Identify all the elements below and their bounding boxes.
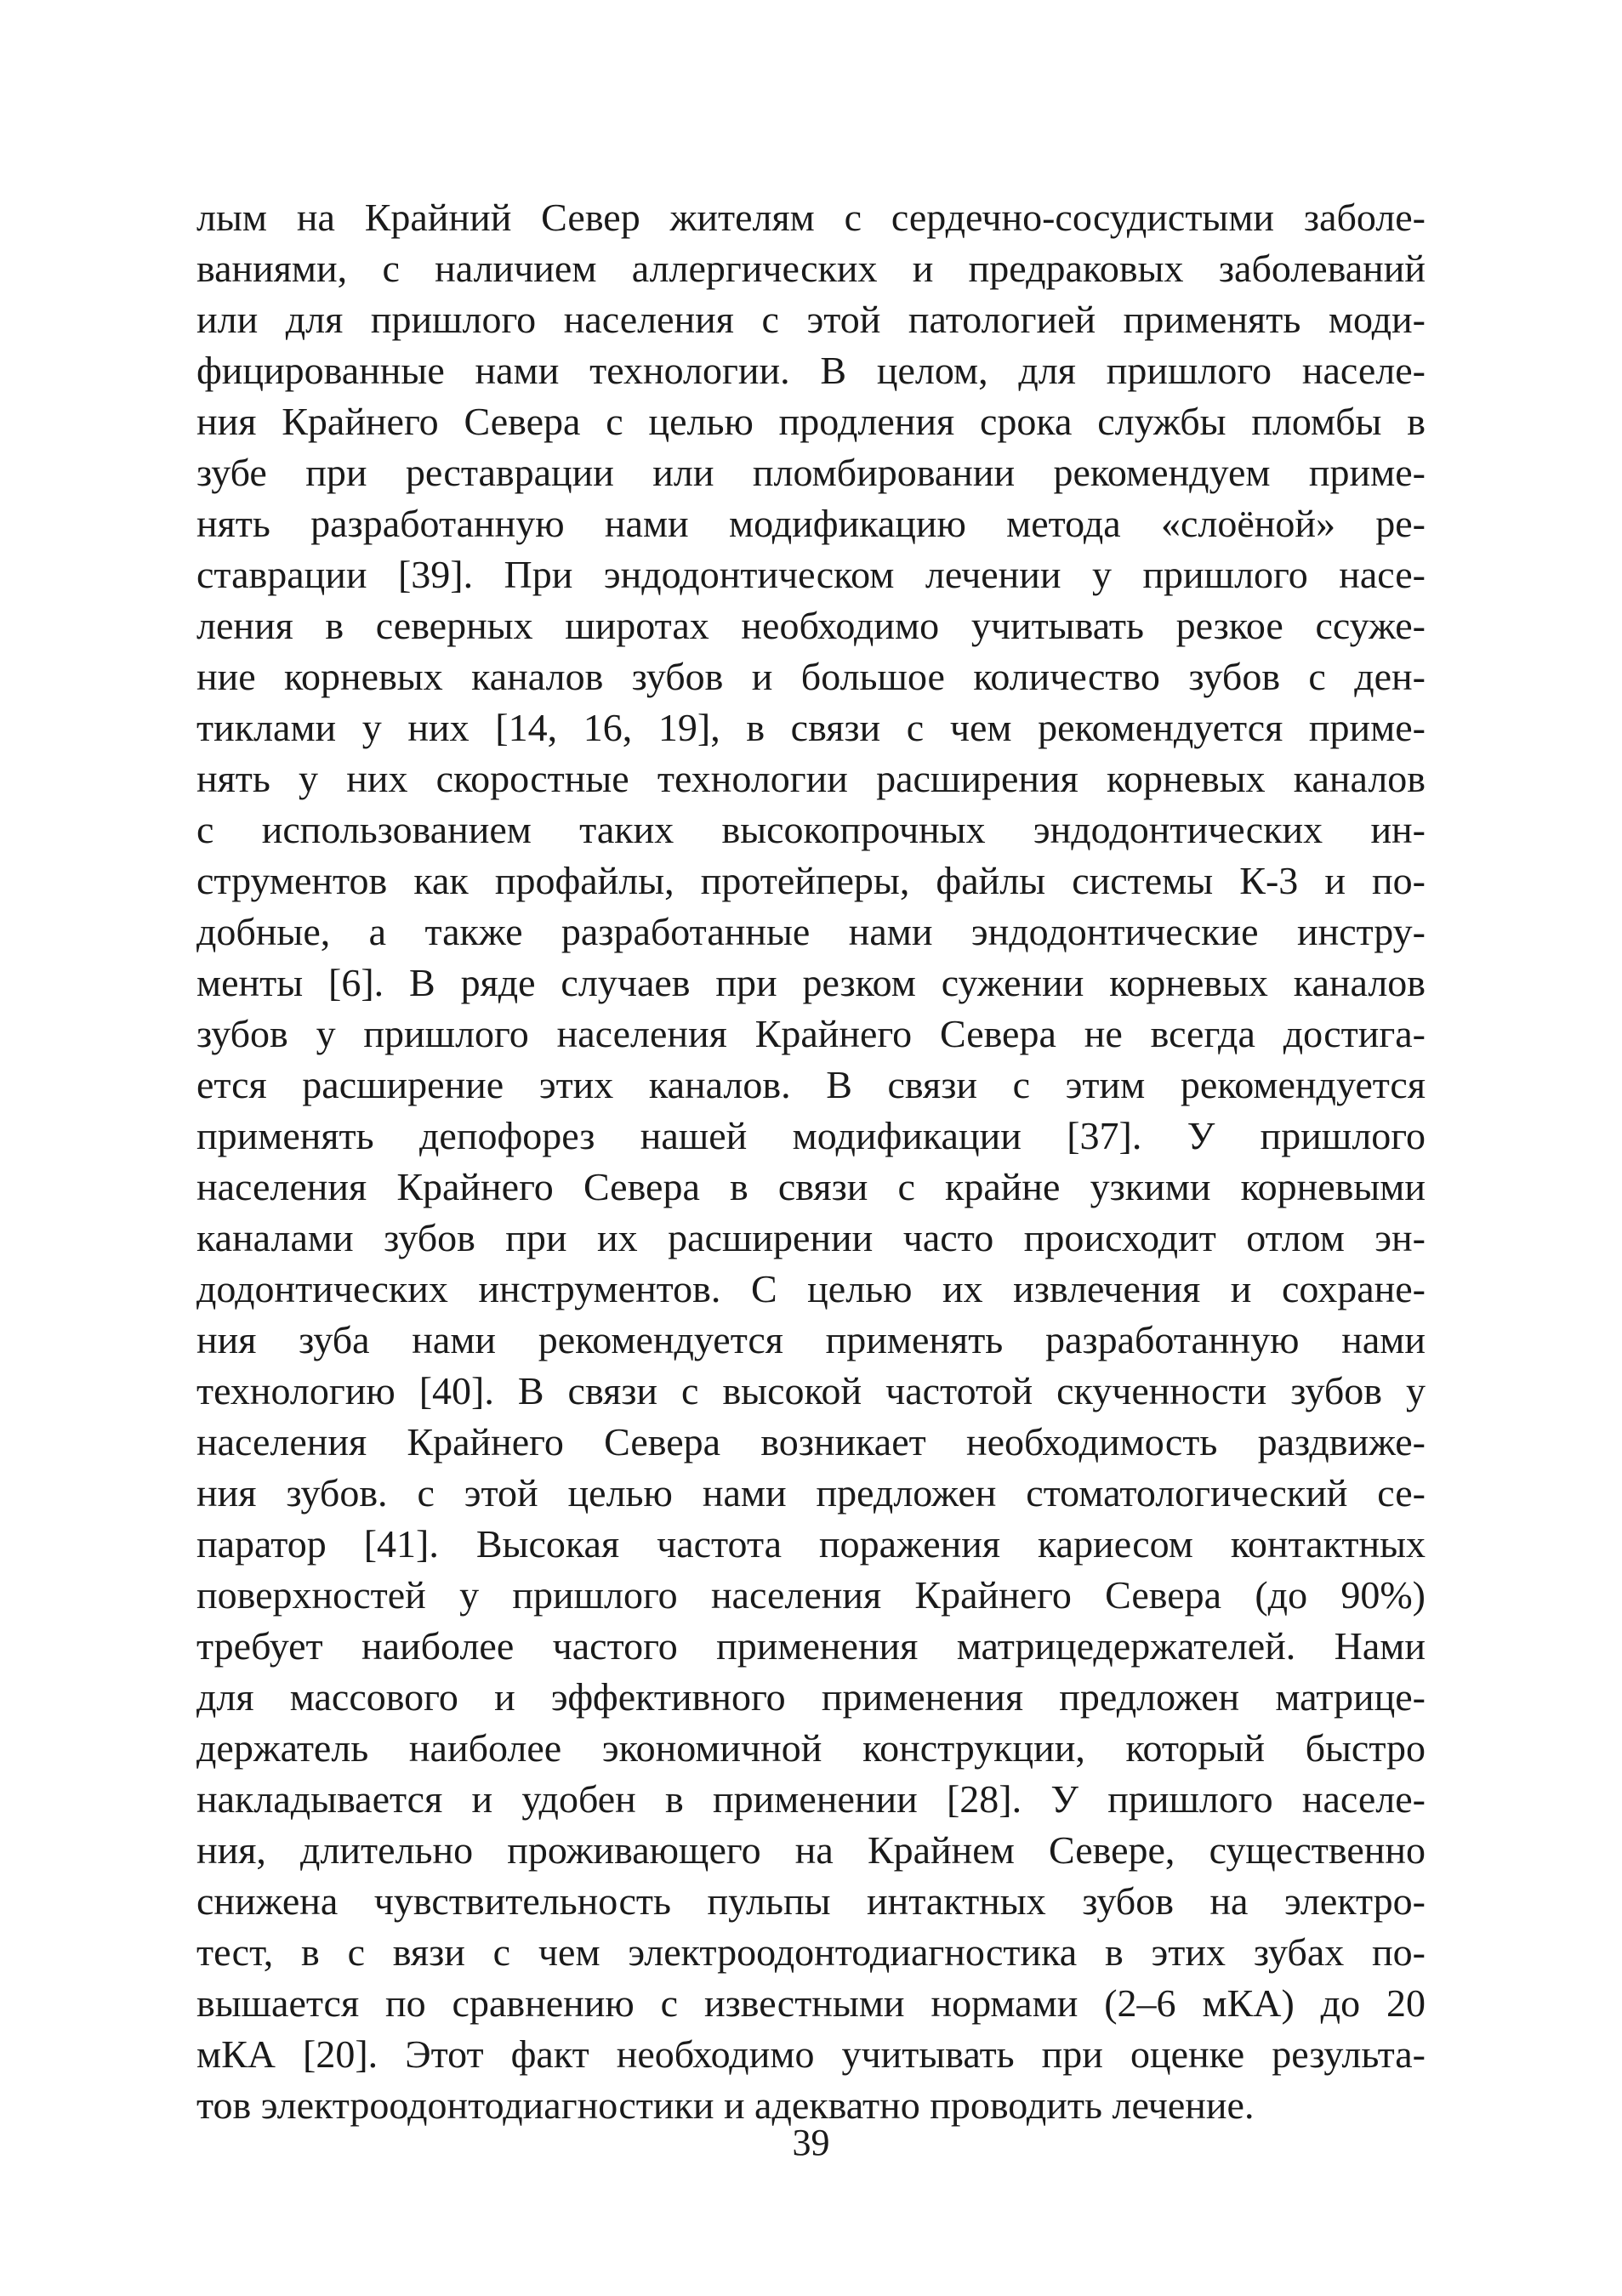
text-line: ния зуба нами рекомендуется применять разработанную нами: [196, 1318, 1426, 1361]
text-line: ется расширение этих каналов. В связи с этим рекомендуется: [196, 1063, 1426, 1106]
text-line: каналами зубов при их расширении часто происходит отлом эн-: [196, 1216, 1426, 1259]
text-line: додонтических инструментов. С целью их извлечения и сохране-: [196, 1267, 1426, 1310]
text-line: с использованием таких высокопрочных эндодонтических ин-: [196, 808, 1426, 851]
text-line: тест, в с вязи с чем электроодонтодиагностика в этих зубах по-: [196, 1930, 1426, 1974]
text-line: менты [6]. В ряде случаев при резком сужении корневых каналов: [196, 961, 1426, 1004]
text-line: нять у них скоростные технологии расширения корневых каналов: [196, 757, 1426, 800]
text-line: технологию [40]. В связи с высокой частотой скученности зубов у: [196, 1369, 1426, 1412]
text-line-last: тов электроодонтодиагностики и адекватно проводить лечение.: [196, 2083, 1255, 2127]
text-line: населения Крайнего Севера в связи с крайне узкими корневыми: [196, 1165, 1426, 1208]
text-line: ваниями, с наличием аллергических и предраковых заболеваний: [196, 247, 1426, 290]
text-line: применять депофорез нашей модификации [37]. У пришлого: [196, 1114, 1426, 1157]
body-text: [196, 192, 1426, 2131]
text-line: зубов у пришлого населения Крайнего Севера не всегда достига-: [196, 1012, 1426, 1055]
text-line: вышается по сравнению с известными нормами (2–6 мКА) до 20: [196, 1981, 1426, 2025]
text-line: требует наиболее частого применения матрицедержателей. Нами: [196, 1624, 1426, 1668]
text-line: фицированные нами технологии. В целом, для пришлого населе-: [196, 349, 1426, 392]
text-line: или для пришлого населения с этой патологией применять моди-: [196, 298, 1426, 341]
text-line: накладывается и удобен в применении [28]. У пришлого населе-: [196, 1777, 1426, 1821]
text-line: нять разработанную нами модификацию метода «слоёной» ре-: [196, 502, 1426, 545]
text-line: паратор [41]. Высокая частота поражения кариесом контактных: [196, 1522, 1426, 1566]
text-line: ние корневых каналов зубов и большое количество зубов с ден-: [196, 655, 1426, 698]
text-line: лым на Крайний Север жителям с сердечно-сосудистыми заболе-: [196, 196, 1426, 239]
text-line: снижена чувствительность пульпы интактных зубов на электро-: [196, 1879, 1426, 1923]
text-line: ния Крайнего Севера с целью продления срока службы пломбы в: [196, 400, 1426, 443]
text-line: ния зубов. с этой целью нами предложен стоматологический се-: [196, 1471, 1426, 1515]
text-line: ления в северных широтах необходимо учитывать резкое ссуже-: [196, 604, 1426, 647]
text-line: ния, длительно проживающего на Крайнем Севере, существенно: [196, 1828, 1426, 1872]
text-line: добные, а также разработанные нами эндодонтические инстру-: [196, 910, 1426, 953]
text-line: струментов как профайлы, протейперы, файлы системы К-3 и по-: [196, 859, 1426, 902]
page-number: 39: [792, 2122, 830, 2163]
text-line: для массового и эффективного применения предложен матрице-: [196, 1675, 1426, 1719]
text-line: тиклами у них [14, 16, 19], в связи с чем рекомендуется приме-: [196, 706, 1426, 749]
text-line: поверхностей у пришлого населения Крайнего Севера (до 90%): [196, 1573, 1426, 1617]
text-line: зубе при реставрации или пломбировании рекомендуем приме-: [196, 451, 1426, 494]
text-line: держатель наиболее экономичной конструкции, который быстро: [196, 1726, 1426, 1770]
text-line: мКА [20]. Этот факт необходимо учитывать при оценке результа-: [196, 2032, 1426, 2076]
text-line: населения Крайнего Севера возникает необходимость раздвиже-: [196, 1420, 1426, 1463]
text-line: ставрации [39]. При эндодонтическом лечении у пришлого насе-: [196, 553, 1426, 596]
